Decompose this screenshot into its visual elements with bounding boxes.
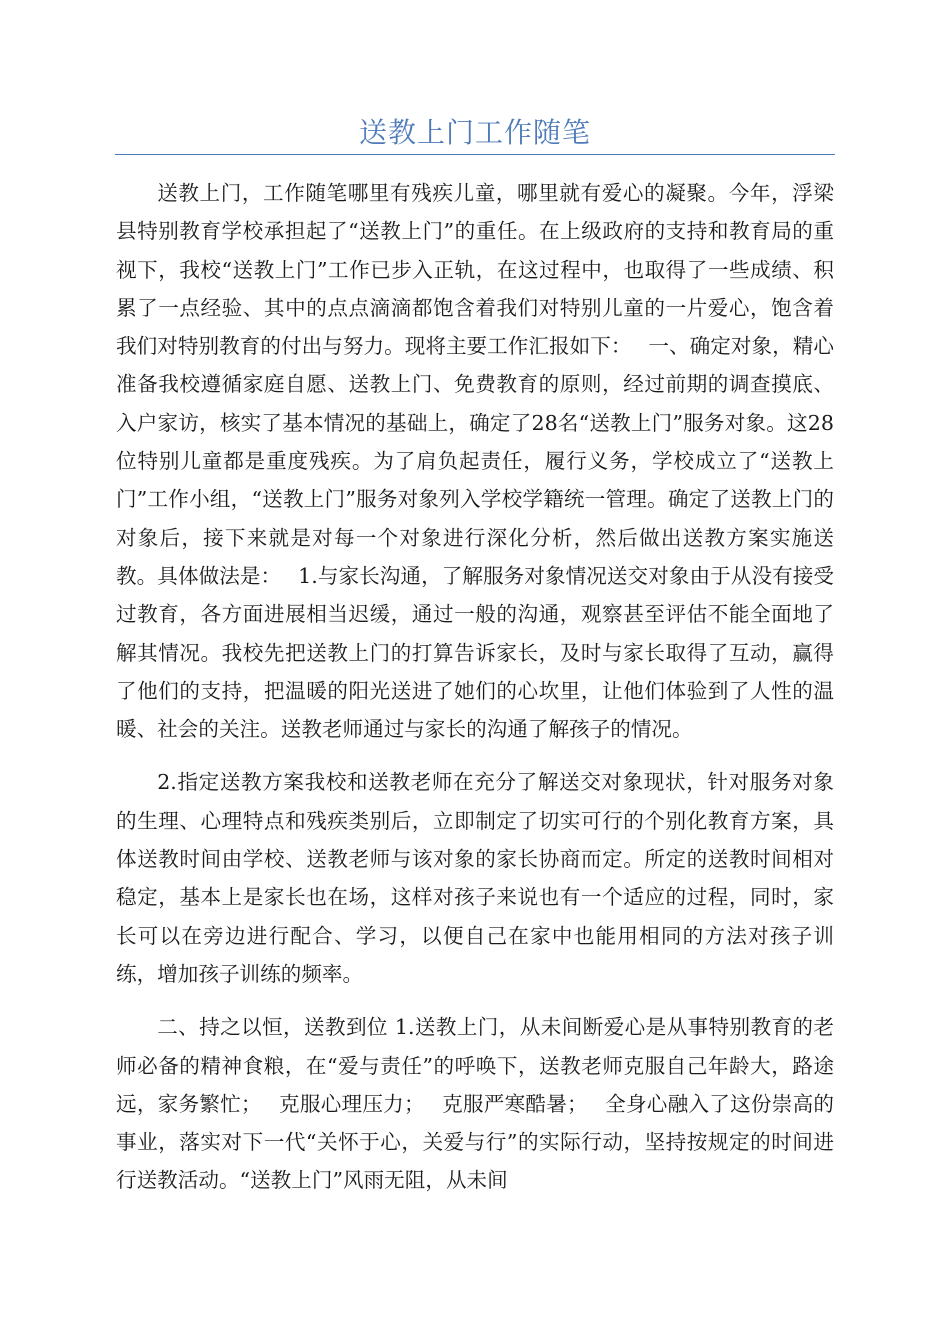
document-body xyxy=(116,174,834,1215)
title-underline xyxy=(115,154,835,155)
paragraph-3: 二、持之以恒，送教到位 1.送教上门，从未间断爱心是从事特别教育的老师必备的精神食粮，在“爱与责任”的呼唤下，送教老师克服自己年龄大，路途远，家务繁忙； 克服心理压力； 克服严寒酷暑； 全身心融入了这份崇高的事业，落实对下一代“关怀于心，关爱与行”的实际行动，坚持按规定的时间进行送教活动。“送教上门”风雨无阻，从未间 xyxy=(116,1015,834,1193)
paragraph-1: 送教上门，工作随笔哪里有残疾儿童，哪里就有爱心的凝聚。今年，浮梁县特别教育学校承担起了“送教上门”的重任。在上级政府的支持和教育局的重视下，我校“送教上门”工作已步入正轨，在这过程中，也取得了一些成绩、积累了一点经验、其中的点点滴滴都饱含着我们对特别儿童的一片爱心，饱含着我们对特别教育的付出与努力。现将主要工作汇报如下： 一、确定对象，精心准备我校遵循家庭自愿、送教上门、免费教育的原则，经过前期的调查摸底、入户家访，核实了基本情况的基础上，确定了28名“送教上门”服务对象。这28位特别儿童都是重度残疾。为了肩负起责任，履行义务，学校成立了“送教上门”工作小组，“送教上门”服务对象列入学校学籍统一管理。确定了送教上门的对象后，接下来就是对每一个对象进行深化分析，然后做出送教方案实施送教。具体做法是： 1.与家长沟通，了解服务对象情况送交对象由于从没有接受过教育，各方面进展相当迟缓，通过一般的沟通，观察甚至评估不能全面地了解其情况。我校先把送教上门的打算告诉家长，及时与家长取得了互动，赢得了他们的支持，把温暖的阳光送进了她们的心坎里，让他们体验到了人性的温暖、社会的关注。送教老师通过与家长的沟通了解孩子的情况。 xyxy=(116,181,834,742)
document-title: 送教上门工作随笔 xyxy=(358,116,591,149)
paragraph-2: 2.指定送教方案我校和送教老师在充分了解送交对象现状，针对服务对象的生理、心理特点和残疾类别后，立即制定了切实可行的个别化教育方案，具体送教时间由学校、送教老师与该对象的家长协商而定。所定的送教时间相对稳定，基本上是家长也在场，这样对孩子来说也有一个适应的过程，同时，家长可以在旁边进行配合、学习，以便自己在家中也能用相同的方法对孩子训练，增加孩子训练的频率。 xyxy=(116,770,834,986)
